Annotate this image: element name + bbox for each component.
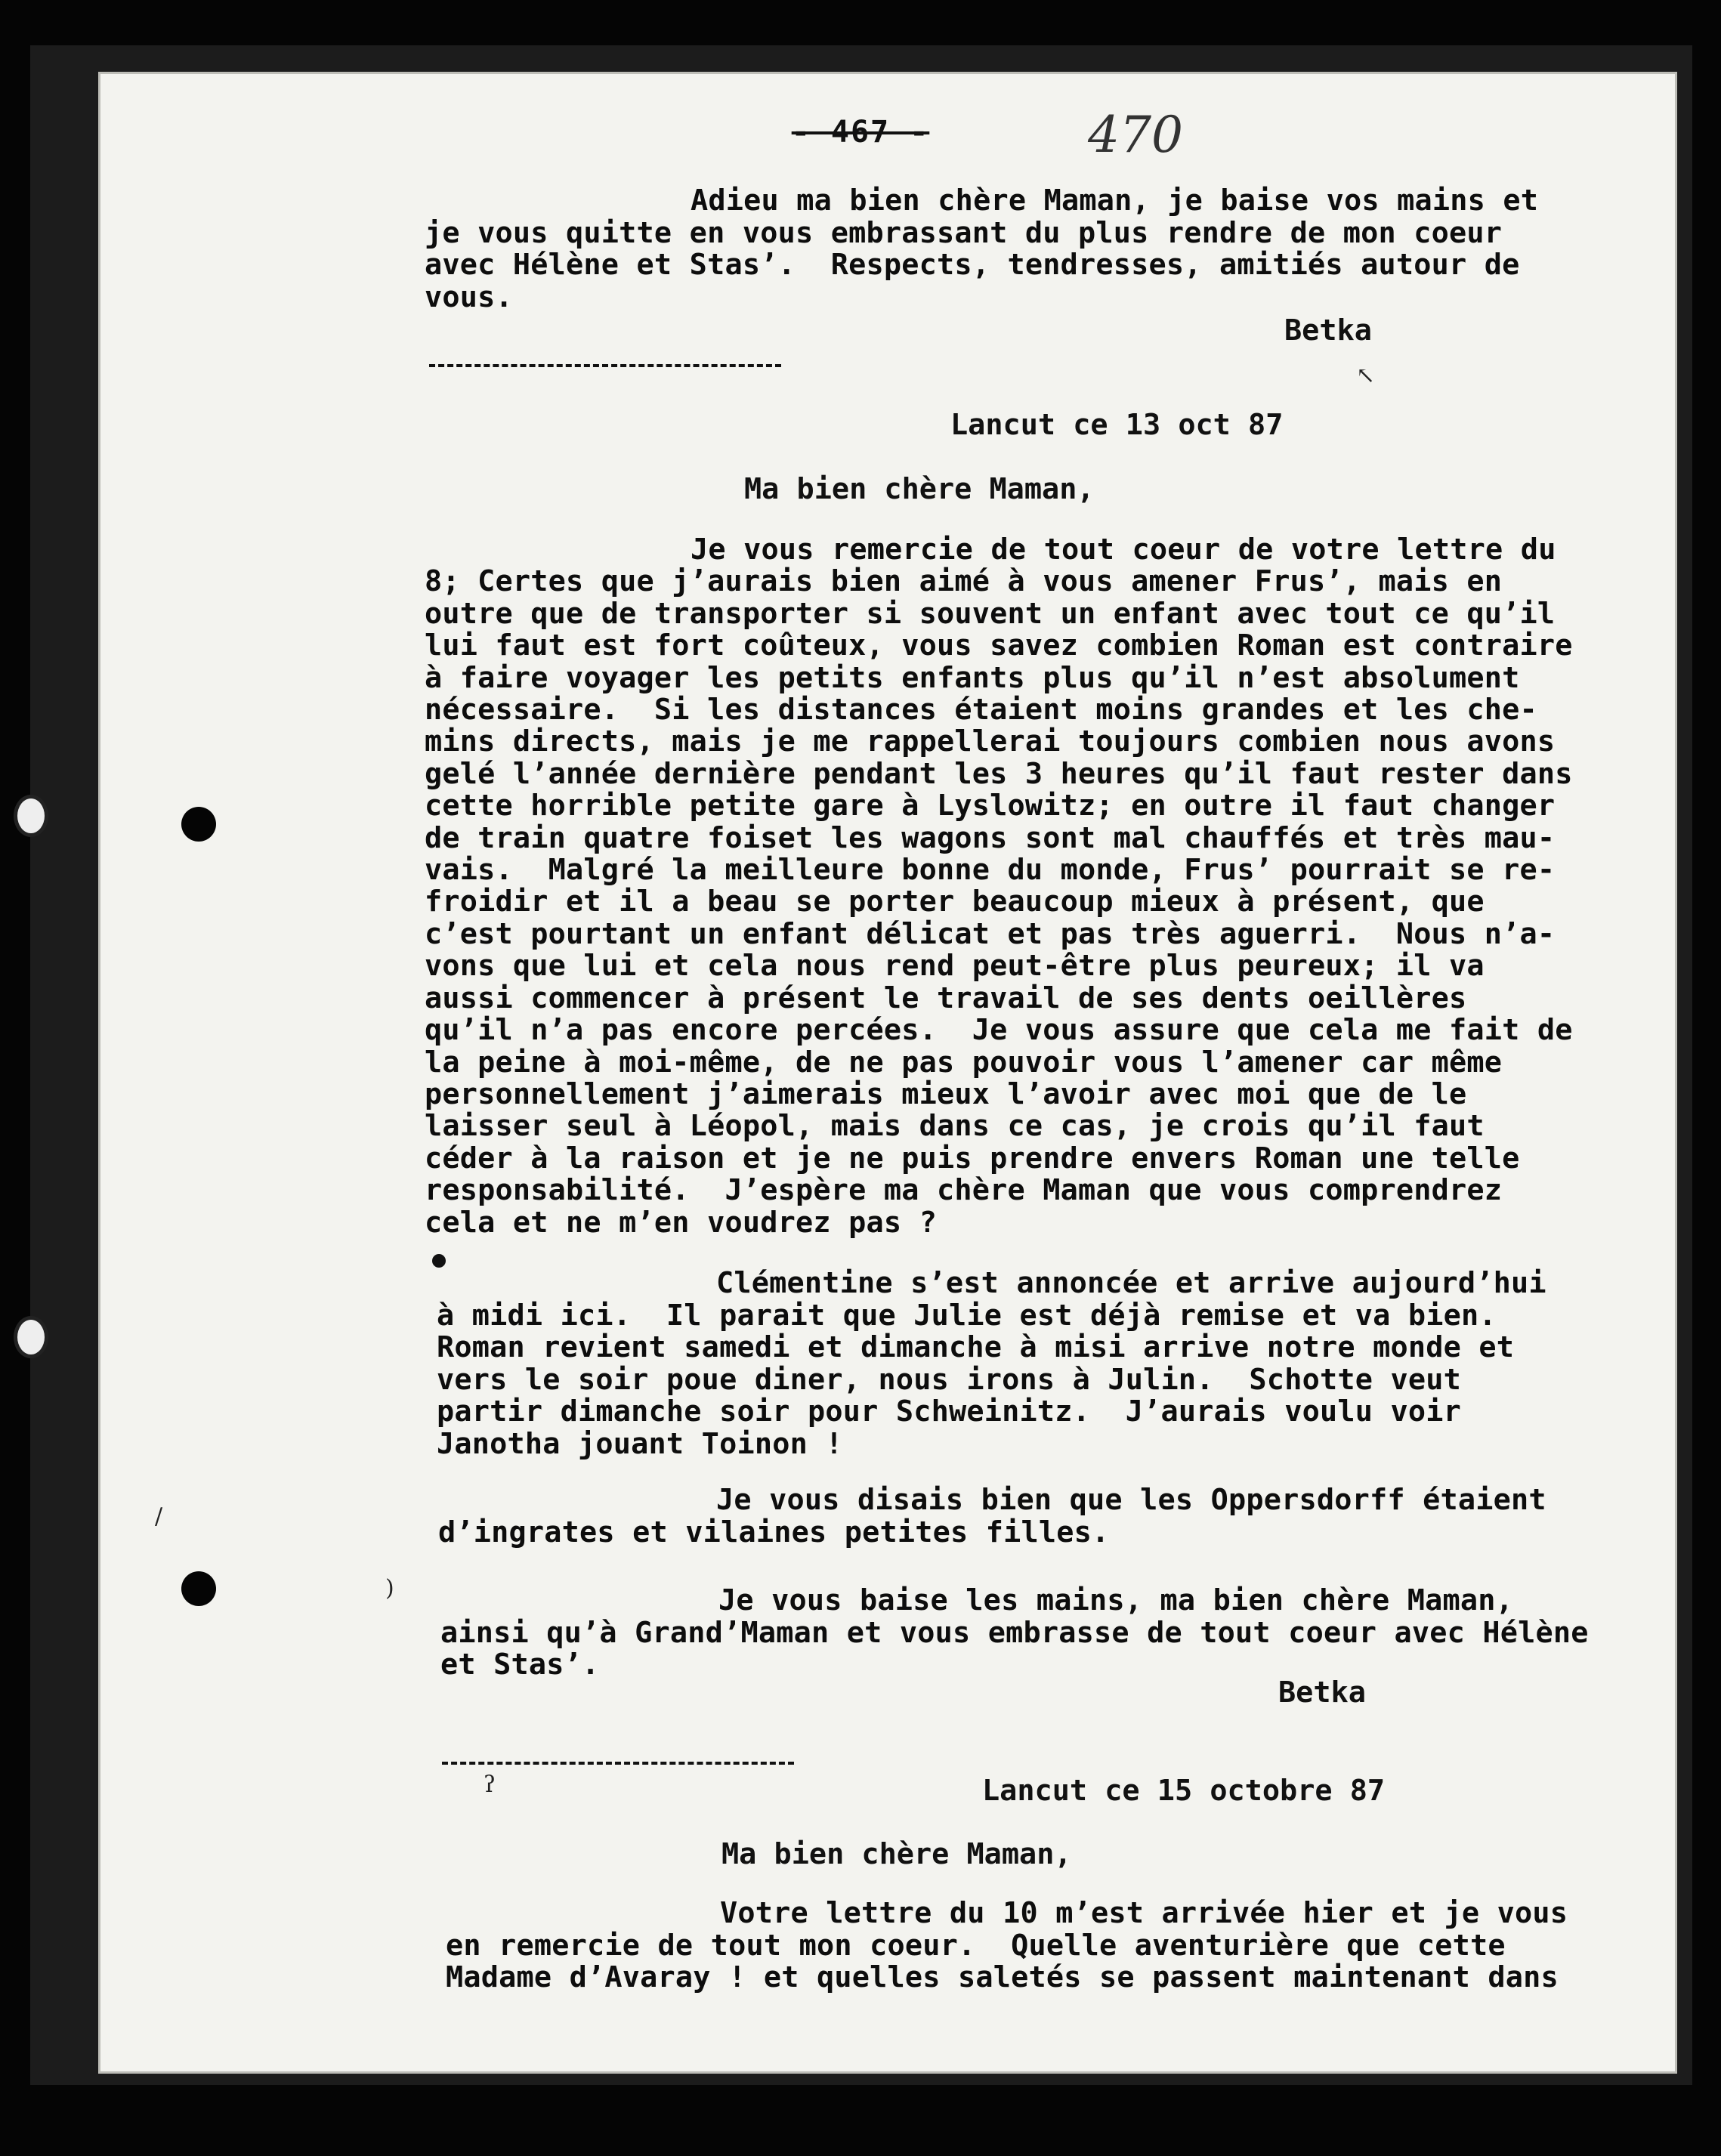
- binder-hole: [181, 807, 216, 842]
- place-date: Lancut ce 15 octobre 87: [982, 1774, 1386, 1808]
- place-date: Lancut ce 13 oct 87: [950, 408, 1284, 442]
- page-number: - 467 -: [791, 115, 930, 150]
- binder-ring: [14, 1316, 48, 1358]
- closing-paragraph: Adieu ma bien chère Maman, je baise vos mains et je vous quitte en vous embrassant du plus rendre de mon coeur avec Hélène et Stas’. Respects, tendresses, amitiés autour de vous.: [425, 184, 1539, 314]
- letter-paragraph: Je vous baise les mains, ma bien chère Maman, ainsi qu’à Grand’Maman et vous embrasse de tout coeur avec Hélène et Stas’.: [440, 1583, 1589, 1682]
- stray-mark: ↖: [1356, 363, 1376, 389]
- salutation: Ma bien chère Maman,: [744, 472, 1095, 506]
- handwritten-page-number: 470: [1088, 106, 1183, 164]
- stray-mark: ʔ: [484, 1771, 496, 1798]
- binder-hole: [181, 1571, 216, 1606]
- letter-divider: [429, 364, 781, 370]
- letter-divider: [442, 1762, 794, 1768]
- binder-ring: [14, 795, 48, 837]
- signature: Betka: [1284, 314, 1372, 347]
- stray-mark: /: [155, 1503, 163, 1530]
- signature: Betka: [1278, 1676, 1366, 1710]
- letter-paragraph: Votre lettre du 10 m’est arrivée hier et je vous en remercie de tout mon coeur. Quelle aventurière que cette Madame d’Avaray ! et quelles saletés se passent maintenant dans: [446, 1896, 1568, 1994]
- salutation: Ma bien chère Maman,: [721, 1837, 1072, 1871]
- letter-paragraph: Je vous remercie de tout coeur de votre lettre du 8; Certes que j’aurais bien aimé à vous amener Frus’, mais en outre que de transporter si souvent un enfant avec tout ce qu’il lui faut est fort coûteux, vous savez combien Roman est contraire à faire voyager les petits enfants plus qu’il n’est absolument nécessaire. Si les distances étaient moins grandes et les che- mins directs, mais je me rappellerai toujours combien nous avons gelé l’année dernière pendant les 3 heures qu’il faut rester dans cette horrible petite gare à Lyslowitz; en outre il faut changer de train quatre foiset les wagons sont mal chauffés et très mau- vais. Malgré la meilleure bonne du monde, Frus’ pourrait se re- froidir et il a beau se porter beaucoup mieux à présent, que c’est pourtant un enfant délicat et pas très aguerri. Nous n’a- vons que lui et cela nous rend peut-être plus peureux; il va aussi commencer à présent le travail de ses dents oeillères qu’il n’a pas encore percées. Je vous assure que cela me fait de la peine à moi-même, de ne pas pouvoir vous l’amener car même personnellement j’aimerais mieux l’avoir avec moi que de le laisser seul à Léopol, mais dans ce cas, je crois qu’il faut céder à la raison et je ne puis prendre envers Roman une telle responsabilité. J’espère ma chère Maman que vous comprendrez cela et ne m’en voudrez pas ?: [425, 533, 1573, 1240]
- letter-paragraph: Je vous disais bien que les Oppersdorff étaient d’ingrates et vilaines petites filles.: [438, 1483, 1546, 1549]
- stray-mark: ): [385, 1575, 394, 1602]
- letter-paragraph: Clémentine s’est annoncée et arrive aujourd’hui à midi ici. Il parait que Julie est déjà remise et va bien. Roman revient samedi et dimanche à misi arrive notre monde et vers le soir poue diner, nous irons à Julin. Schotte veut partir dimanche soir pour Schweinitz. J’aurais voulu voir Janotha jouant Toinon !: [437, 1266, 1546, 1461]
- margin-dot: [432, 1254, 446, 1268]
